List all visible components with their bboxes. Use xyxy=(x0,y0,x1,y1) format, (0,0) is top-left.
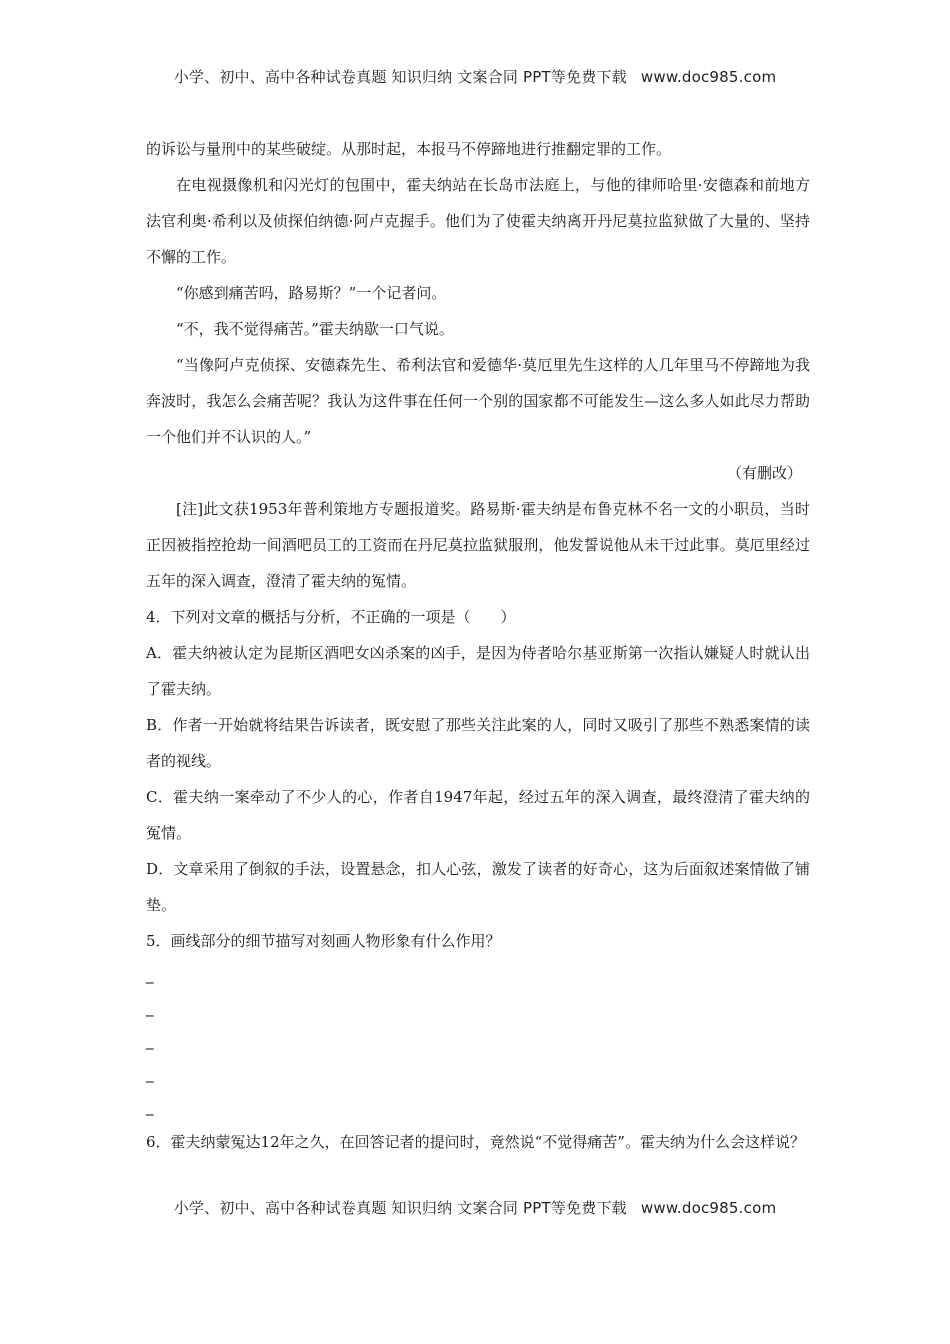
option-d: D．文章采用了倒叙的手法，设置悬念，扣人心弦，激发了读者的好奇心，这为后面叙述案情做了铺垫。 xyxy=(146,860,810,914)
answer-line[interactable]: _ xyxy=(146,966,154,984)
paragraph-2: 在电视摄像机和闪光灯的包围中，霍夫纳站在长岛市法庭上，与他的律师哈里·安德森和前地方法官利奥·希利以及侦探伯纳德·阿卢克握手。他们为了使霍夫纳离开丹尼莫拉监狱做了大量的、坚持不懈的工作。 xyxy=(146,176,810,266)
option-a: A．霍夫纳被认定为昆斯区酒吧女凶杀案的凶手，是因为侍者哈尔基亚斯第一次指认嫌疑人时就认出了霍夫纳。 xyxy=(146,644,810,698)
answer-line[interactable]: _ xyxy=(146,1032,154,1050)
question-4: 4．下列对文章的概括与分析，不正确的一项是（ ） xyxy=(146,608,516,626)
question-6: 6．霍夫纳蒙冤达12年之久，在回答记者的提问时，竟然说“不觉得痛苦”。霍夫纳为什么会这样说？ xyxy=(146,1133,805,1151)
document-body xyxy=(146,131,810,1160)
paragraph-1: 的诉讼与量刑中的某些破绽。从那时起，本报马不停蹄地进行推翻定罪的工作。 xyxy=(146,140,672,158)
answer-line[interactable]: _ xyxy=(146,1065,154,1083)
answer-line[interactable]: _ xyxy=(146,999,154,1017)
paragraph-4: “不，我不觉得痛苦。”霍夫纳歇一口气说。 xyxy=(176,320,454,338)
footer-text: 小学、初中、高中各种试卷真题 知识归纳 文案合同 PPT等免费下载 xyxy=(173,1199,627,1217)
header-text: 小学、初中、高中各种试卷真题 知识归纳 文案合同 PPT等免费下载 xyxy=(173,68,627,86)
footer-url[interactable]: www.doc985.com xyxy=(640,1199,777,1217)
header-url[interactable]: www.doc985.com xyxy=(640,68,777,86)
edit-note: （有删改） xyxy=(726,464,802,482)
option-b: B．作者一开始就将结果告诉读者，既安慰了那些关注此案的人，同时又吸引了那些不熟悉案情的读者的视线。 xyxy=(146,716,810,770)
option-c: C．霍夫纳一案牵动了不少人的心，作者自1947年起，经过五年的深入调查，最终澄清了霍夫纳的冤情。 xyxy=(146,788,810,842)
page-footer xyxy=(0,1197,950,1218)
paragraph-3: “你感到痛苦吗，路易斯？”一个记者问。 xyxy=(176,284,447,302)
page-header xyxy=(0,66,950,87)
answer-line[interactable]: _ xyxy=(146,1098,154,1116)
paragraph-5: “当像阿卢克侦探、安德森先生、希利法官和爱德华·莫厄里先生这样的人几年里马不停蹄地为我奔波时，我怎么会痛苦呢？我认为这件事在任何一个别的国家都不可能发生—这么多人如此尽力帮助一个他们并不认识的人。” xyxy=(146,356,810,446)
annotation: [注]此文获1953年普利策地方专题报道奖。路易斯·霍夫纳是布鲁克林不名一文的小职员，当时正因被指控抢劫一间酒吧员工的工资而在丹尼莫拉监狱服刑，他发誓说他从未干过此事。莫厄里经过五年的深入调查，澄清了霍夫纳的冤情。 xyxy=(146,500,810,590)
question-5: 5．画线部分的细节描写对刻画人物形象有什么作用？ xyxy=(146,932,501,950)
